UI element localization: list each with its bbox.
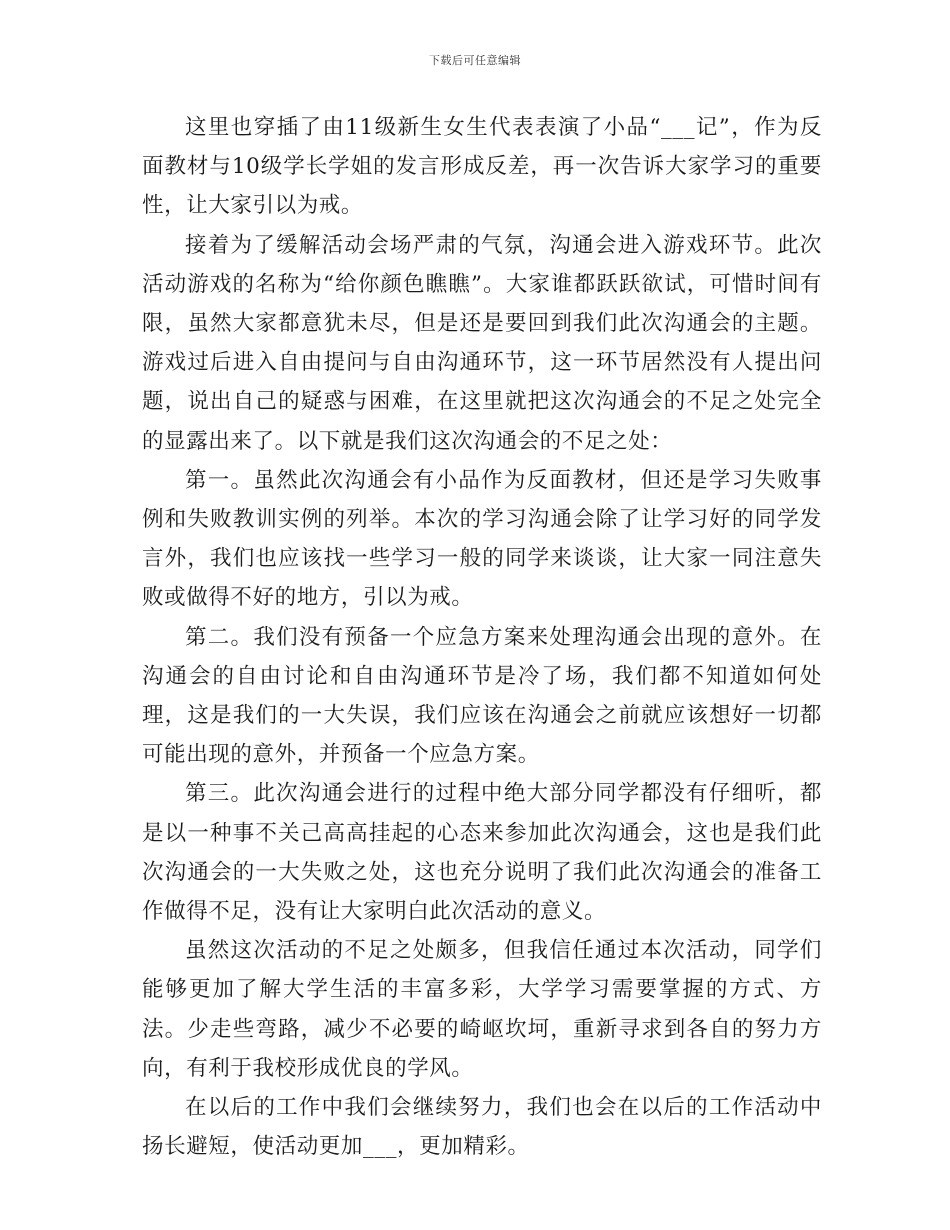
paragraph-1: 这里也穿插了由11级新生女生代表表演了小品“___记”，作为反面教材与10级学长学姐的发言形成反差，再一次告诉大家学习的重要性，让大家引以为戒。 (142, 115, 822, 219)
paragraph-7: 在以后的工作中我们会继续努力，我们也会在以后的工作活动中扬长避短，使活动更加___，更加精彩。 (142, 1095, 822, 1160)
document-body (142, 108, 822, 1166)
paragraph-2: 接着为了缓解活动会场严肃的气氛，沟通会进入游戏环节。此次活动游戏的名称为“给你颜色瞧瞧”。大家谁都跃跃欲试，可惜时间有限，虽然大家都意犹未尽，但是还是要回到我们此次沟通会的主题。游戏过后进入自由提问与自由沟通环节，这一环节居然没有人提出问题，说出自己的疑惑与困难，在这里就把这次沟通会的不足之处完全的显露出来了。以下就是我们这次沟通会的不足之处： (142, 232, 822, 454)
paragraph-4: 第二。我们没有预备一个应急方案来处理沟通会出现的意外。在沟通会的自由讨论和自由沟通环节是冷了场，我们都不知道如何处理，这是我们的一大失误，我们应该在沟通会之前就应该想好一切都可能出现的意外，并预备一个应急方案。 (142, 624, 822, 768)
paragraph-3: 第一。虽然此次沟通会有小品作为反面教材，但还是学习失败事例和失败教训实例的列举。本次的学习沟通会除了让学习好的同学发言外，我们也应该找一些学习一般的同学来谈谈，让大家一同注意失败或做得不好的地方，引以为戒。 (142, 467, 822, 611)
paragraph-5: 第三。此次沟通会进行的过程中绝大部分同学都没有仔细听，都是以一种事不关己高高挂起的心态来参加此次沟通会，这也是我们此次沟通会的一大失败之处，这也充分说明了我们此次沟通会的准备工作做得不足，没有让大家明白此次活动的意义。 (142, 781, 822, 925)
page-header: 下载后可任意编辑 (429, 54, 521, 67)
paragraph-6: 虽然这次活动的不足之处颇多，但我信任通过本次活动，同学们能够更加了解大学生活的丰富多彩，大学学习需要掌握的方式、方法。少走些弯路，减少不必要的崎岖坎坷，重新寻求到各自的努力方向，有利于我校形成优良的学风。 (142, 938, 822, 1081)
